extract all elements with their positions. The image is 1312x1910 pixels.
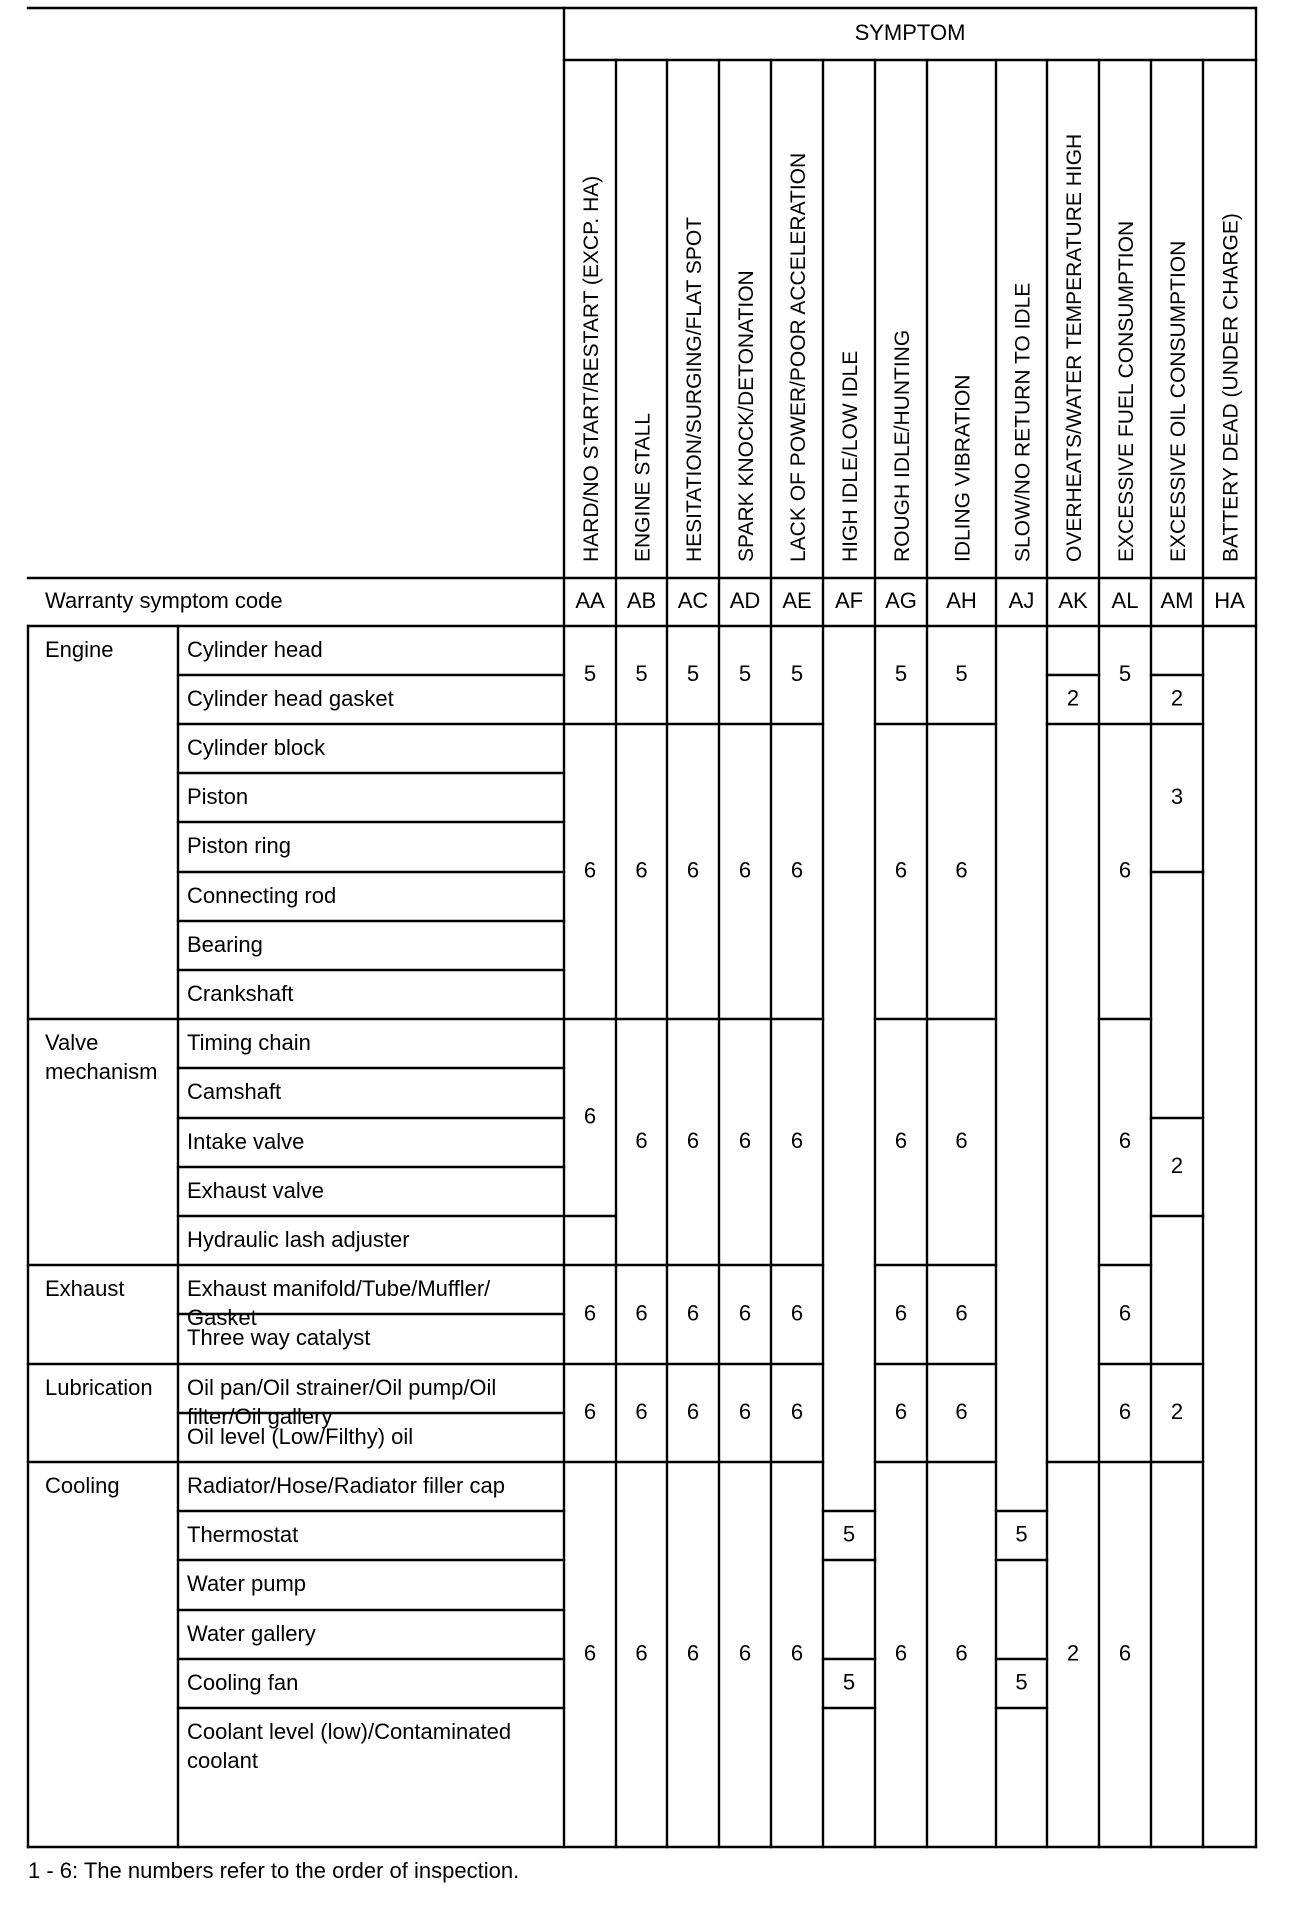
part-label: Camshaft — [187, 1079, 282, 1104]
inspection-order-value: 5 — [738, 660, 752, 686]
warranty-code: HA — [1214, 587, 1245, 613]
system-group-label: Valve — [45, 1030, 99, 1055]
inspection-order-value: 6 — [738, 1398, 752, 1424]
inspection-order-value: 2 — [1066, 685, 1080, 711]
system-group-label: Engine — [45, 637, 114, 662]
inspection-order-value: 5 — [955, 660, 968, 686]
inspection-order-value: 6 — [790, 1127, 804, 1153]
part-label: Radiator/Hose/Radiator filler cap — [187, 1473, 505, 1498]
part-label: Oil pan/Oil strainer/Oil pump/Oil — [187, 1375, 497, 1400]
inspection-order-value: 5 — [842, 1521, 856, 1547]
symptom-name: SPARK KNOCK/DETONATION — [735, 270, 758, 562]
inspection-order-value: 6 — [955, 1300, 968, 1326]
inspection-order-value: 6 — [686, 1398, 700, 1424]
warranty-code: AF — [834, 587, 864, 613]
warranty-code: AA — [575, 587, 605, 613]
inspection-order-value: 6 — [738, 1127, 752, 1153]
inspection-order-value: 6 — [955, 1127, 968, 1153]
warranty-code: AM — [1160, 587, 1194, 613]
warranty-code: AJ — [1008, 587, 1035, 613]
system-group-label: Cooling — [45, 1473, 120, 1498]
inspection-order-value: 6 — [686, 1127, 700, 1153]
part-label: Cooling fan — [187, 1670, 299, 1695]
inspection-order-value: 6 — [583, 1300, 597, 1326]
symptom-name: ENGINE STALL — [631, 413, 655, 562]
part-label: Connecting rod — [187, 883, 337, 908]
system-group-label: Lubrication — [45, 1375, 153, 1400]
inspection-order-value: 2 — [1066, 1640, 1080, 1666]
symptom-name: HARD/NO START/RESTART (EXCP. HA) — [580, 175, 603, 562]
inspection-order-value: 6 — [635, 1640, 648, 1666]
inspection-order-value: 6 — [1118, 1127, 1132, 1153]
part-label: coolant — [187, 1748, 258, 1773]
part-label: Exhaust valve — [187, 1178, 324, 1203]
inspection-order-value: 6 — [955, 1398, 968, 1424]
inspection-order-value: 6 — [635, 857, 648, 883]
inspection-order-value: 6 — [955, 1640, 968, 1666]
part-label: Oil level (Low/Filthy) oil — [187, 1424, 414, 1449]
symptom-name: EXCESSIVE FUEL CONSUMPTION — [1115, 220, 1138, 562]
inspection-order-value: 5 — [1015, 1521, 1028, 1547]
inspection-order-value: 6 — [955, 857, 968, 883]
symptom-name: ROUGH IDLE/HUNTING — [891, 329, 914, 562]
warranty-code: AC — [677, 587, 709, 613]
inspection-order-value: 5 — [842, 1669, 856, 1695]
inspection-order-value: 6 — [790, 857, 804, 883]
inspection-order-value: 6 — [686, 1640, 700, 1666]
inspection-order-value: 6 — [738, 857, 752, 883]
inspection-order-value: 6 — [790, 1640, 804, 1666]
symptom-name: HESITATION/SURGING/FLAT SPOT — [683, 217, 706, 562]
warranty-code: AE — [782, 587, 812, 613]
inspection-order-value: 6 — [790, 1300, 804, 1326]
inspection-order-value: 6 — [894, 1640, 908, 1666]
inspection-order-value: 6 — [635, 1300, 648, 1326]
symptom-name: BATTERY DEAD (UNDER CHARGE) — [1219, 213, 1243, 562]
inspection-order-value: 3 — [1170, 783, 1184, 809]
part-label: Crankshaft — [187, 981, 294, 1006]
symptom-title: SYMPTOM — [854, 19, 966, 45]
inspection-order-value: 6 — [738, 1300, 752, 1326]
inspection-order-value: 6 — [894, 1127, 908, 1153]
inspection-order-value: 6 — [1118, 1398, 1132, 1424]
part-label: Water pump — [187, 1571, 307, 1596]
warranty-code: AB — [626, 587, 657, 613]
table-text — [28, 20, 1245, 1883]
inspection-order-value: 2 — [1170, 1398, 1184, 1424]
part-label: Intake valve — [187, 1129, 305, 1154]
part-label: Thermostat — [187, 1522, 299, 1547]
part-label: Hydraulic lash adjuster — [187, 1227, 410, 1252]
part-label: Piston ring — [187, 833, 291, 858]
part-label: Three way catalyst — [187, 1325, 371, 1350]
inspection-order-value: 5 — [790, 660, 804, 686]
inspection-order-value: 6 — [583, 857, 597, 883]
inspection-order-value: 6 — [1118, 1640, 1132, 1666]
part-label: Piston — [187, 784, 249, 809]
inspection-order-value: 5 — [686, 660, 700, 686]
part-label: Coolant level (low)/Contaminated — [187, 1719, 512, 1744]
part-label: filter/Oil gallery — [187, 1404, 333, 1429]
inspection-order-value: 6 — [1118, 1300, 1132, 1326]
warranty-code: AH — [946, 587, 977, 613]
system-group-label: mechanism — [45, 1059, 158, 1084]
inspection-order-value: 6 — [894, 1300, 908, 1326]
inspection-order-value: 6 — [635, 1398, 648, 1424]
inspection-order-value: 6 — [583, 1103, 597, 1129]
inspection-order-value: 6 — [686, 1300, 700, 1326]
part-label: Cylinder head — [187, 637, 323, 662]
symptom-name: HIGH IDLE/LOW IDLE — [839, 350, 862, 562]
warranty-code-label: Warranty symptom code — [45, 587, 283, 613]
part-label: Bearing — [187, 932, 263, 957]
inspection-order-value: 6 — [635, 1127, 648, 1153]
inspection-order-value: 6 — [686, 857, 700, 883]
warranty-code: AG — [885, 587, 917, 613]
warranty-code: AD — [729, 587, 761, 613]
warranty-code: AK — [1058, 587, 1088, 613]
system-group-label: Exhaust — [45, 1276, 125, 1301]
inspection-order-value: 6 — [1118, 857, 1132, 883]
footnote: 1 - 6: The numbers refer to the order of inspection. — [28, 1858, 520, 1883]
part-label: Gasket — [187, 1305, 257, 1330]
inspection-order-value: 5 — [1118, 660, 1132, 686]
part-label: Cylinder block — [187, 735, 326, 760]
inspection-order-value: 6 — [790, 1398, 804, 1424]
part-label: Cylinder head gasket — [187, 686, 394, 711]
inspection-order-value: 6 — [583, 1398, 597, 1424]
inspection-order-value: 5 — [1015, 1669, 1028, 1695]
inspection-order-value: 6 — [894, 1398, 908, 1424]
inspection-order-value: 2 — [1170, 685, 1184, 711]
inspection-order-value: 5 — [894, 660, 908, 686]
inspection-order-value: 6 — [738, 1640, 752, 1666]
part-label: Water gallery — [187, 1621, 316, 1646]
symptom-name: IDLING VIBRATION — [951, 374, 975, 562]
symptom-name: EXCESSIVE OIL CONSUMPTION — [1167, 240, 1190, 562]
part-label: Exhaust manifold/Tube/Muffler/ — [187, 1276, 491, 1301]
symptom-name: LACK OF POWER/POOR ACCELERATION — [787, 152, 810, 562]
inspection-order-value: 5 — [583, 660, 597, 686]
symptom-name: OVERHEATS/WATER TEMPERATURE HIGH — [1063, 133, 1086, 562]
warranty-code: AL — [1111, 587, 1139, 613]
inspection-order-value: 5 — [635, 660, 648, 686]
symptom-name: SLOW/NO RETURN TO IDLE — [1011, 282, 1035, 562]
inspection-order-value: 2 — [1170, 1152, 1184, 1178]
inspection-order-value: 6 — [583, 1640, 597, 1666]
part-label: Timing chain — [187, 1030, 311, 1055]
inspection-order-value: 6 — [894, 857, 908, 883]
